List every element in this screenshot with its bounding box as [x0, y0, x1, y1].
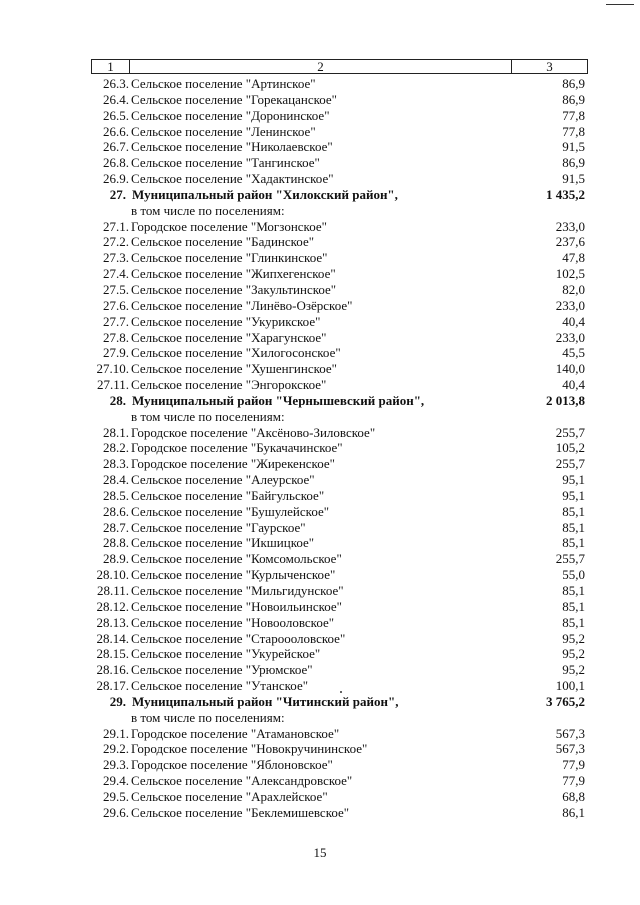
row-name: Сельское поселение "Арахлейское"	[131, 788, 328, 804]
row-number: 26.3.	[103, 76, 129, 91]
row-number: 27.6.	[103, 297, 129, 313]
row-value: 85,1	[562, 598, 585, 614]
district-row	[91, 187, 587, 203]
row-number: 28.12.	[96, 598, 129, 614]
row-number: 26.7.	[103, 139, 129, 155]
row-number: 28.	[109, 392, 126, 408]
settlement-row	[91, 314, 587, 330]
row-number: 28.7.	[103, 519, 129, 535]
row-value: 40,4	[562, 313, 585, 329]
row-number: 27.3.	[103, 250, 129, 266]
row-value: 1 435,2	[546, 186, 585, 202]
row-number: 27.1.	[103, 218, 129, 234]
row-number: 28.17.	[96, 678, 129, 694]
row-name: Муниципальный район "Хилокский район",	[132, 186, 398, 202]
settlement-row	[91, 488, 587, 504]
settlement-row	[91, 583, 587, 599]
settlement-row	[91, 282, 587, 298]
row-name: Городское поселение "Букачачинское"	[131, 440, 343, 456]
page-number: 15	[313, 845, 327, 860]
row-name: Сельское поселение "Николаевское"	[131, 139, 333, 155]
row-value: 91,5	[562, 171, 585, 187]
row-number: 27.2.	[103, 234, 129, 250]
row-name: Сельское поселение "Жипхегенское"	[131, 266, 336, 282]
row-value: 77,9	[562, 773, 585, 789]
row-name: в том числе по поселениям:	[131, 202, 285, 218]
row-value: 233,0	[555, 297, 585, 313]
subheading-row	[91, 409, 587, 425]
district-row	[91, 393, 587, 409]
row-number: 27.	[109, 186, 126, 202]
row-value: 40,4	[562, 377, 585, 393]
settlement-row	[91, 741, 587, 757]
row-value: 91,5	[562, 139, 585, 155]
row-name: Сельское поселение "Бушулейское"	[131, 503, 330, 519]
row-name: Сельское поселение "Мильгидунское"	[131, 583, 344, 598]
row-name: Сельское поселение "Харагунское"	[131, 329, 327, 345]
row-value: 255,7	[555, 551, 585, 567]
row-value: 45,5	[562, 345, 585, 361]
settlement-row	[91, 646, 587, 662]
settlement-row	[91, 361, 587, 377]
row-number: 29.2.	[103, 741, 129, 757]
row-value: 255,7	[555, 456, 585, 472]
subheading-row	[91, 710, 587, 726]
row-name: Сельское поселение "Укурейское"	[131, 646, 321, 662]
row-name: Сельское поселение "Артинское"	[131, 76, 316, 91]
row-number: 28.8.	[103, 535, 129, 551]
row-value: 77,8	[562, 107, 585, 123]
row-name: Сельское поселение "Байгульское"	[131, 487, 325, 503]
row-name: Сельское поселение "Укурикское"	[131, 313, 321, 329]
row-value: 86,9	[562, 76, 585, 91]
row-value: 68,8	[562, 788, 585, 804]
settlement-row	[91, 551, 587, 567]
row-name: Сельское поселение "Алеурское"	[131, 472, 315, 488]
row-number: 28.6.	[103, 503, 129, 519]
row-name: Городское поселение "Жирекенское"	[131, 456, 335, 472]
row-number: 28.5.	[103, 487, 129, 503]
settlement-row	[91, 440, 587, 456]
settlement-row	[91, 773, 587, 789]
row-number: 28.14.	[96, 630, 129, 646]
row-value: 77,8	[562, 123, 585, 139]
row-name: Сельское поселение "Бадинское"	[131, 234, 315, 250]
row-value: 233,0	[555, 329, 585, 345]
row-value: 95,2	[562, 646, 585, 662]
district-row	[91, 694, 587, 710]
settlement-row	[91, 266, 587, 282]
row-number: 28.13.	[96, 614, 129, 630]
row-name: Сельское поселение "Линёво-Озёрское"	[131, 297, 353, 313]
settlement-row	[91, 298, 587, 314]
row-number: 27.9.	[103, 345, 129, 361]
row-number: 27.5.	[103, 281, 129, 297]
row-number: 29.4.	[103, 773, 129, 789]
row-name: Сельское поселение "Комсомольское"	[131, 551, 342, 567]
settlement-list	[91, 76, 587, 821]
row-name: Городское поселение "Новокручининское"	[131, 741, 368, 757]
settlement-row	[91, 805, 587, 821]
settlement-row	[91, 678, 587, 694]
settlement-row	[91, 535, 587, 551]
stray-dot	[340, 691, 342, 693]
row-name: Городское поселение "Аксёново-Зиловское"	[131, 424, 376, 440]
settlement-row	[91, 472, 587, 488]
settlement-row	[91, 631, 587, 647]
settlement-row	[91, 219, 587, 235]
settlement-row	[91, 345, 587, 361]
row-value: 102,5	[555, 266, 585, 282]
row-number: 26.8.	[103, 155, 129, 171]
settlement-row	[91, 139, 587, 155]
row-value: 100,1	[555, 678, 585, 694]
row-value: 47,8	[562, 250, 585, 266]
row-name: в том числе по поселениям:	[131, 709, 285, 725]
settlement-row	[91, 504, 587, 520]
row-value: 2 013,8	[546, 392, 585, 408]
row-number: 28.4.	[103, 472, 129, 488]
row-value: 567,3	[555, 725, 585, 741]
row-name: Сельское поселение "Новоильинское"	[131, 598, 342, 614]
row-number: 27.11.	[96, 377, 129, 393]
row-value: 567,3	[555, 741, 585, 757]
settlement-row	[91, 567, 587, 583]
row-value: 85,1	[562, 503, 585, 519]
settlement-row	[91, 92, 587, 108]
row-number: 28.2.	[103, 440, 129, 456]
settlement-row	[91, 76, 587, 92]
row-number: 26.4.	[103, 91, 129, 107]
row-value: 77,9	[562, 757, 585, 773]
row-value: 85,1	[562, 583, 585, 598]
row-name: Сельское поселение "Тангинское"	[131, 155, 320, 171]
row-number: 27.4.	[103, 266, 129, 282]
row-value: 86,9	[562, 155, 585, 171]
row-value: 105,2	[555, 440, 585, 456]
row-name: Городское поселение "Атамановское"	[131, 725, 340, 741]
row-number: 28.11.	[96, 583, 129, 598]
row-name: в том числе по поселениям:	[131, 408, 285, 424]
row-name: Сельское поселение "Икшицкое"	[131, 535, 315, 551]
row-number: 28.10.	[96, 567, 129, 583]
row-name: Сельское поселение "Глинкинское"	[131, 250, 328, 266]
row-value: 95,1	[562, 472, 585, 488]
row-name: Сельское поселение "Староооловское"	[131, 630, 346, 646]
settlement-row	[91, 377, 587, 393]
settlement-row	[91, 330, 587, 346]
row-name: Сельское поселение "Новооловское"	[131, 614, 335, 630]
row-value: 3 765,2	[546, 693, 585, 709]
settlement-row	[91, 456, 587, 472]
settlement-row	[91, 250, 587, 266]
row-value: 85,1	[562, 535, 585, 551]
row-name: Городское поселение "Могзонское"	[131, 218, 327, 234]
row-name: Сельское поселение "Гаурское"	[131, 519, 306, 535]
row-number: 29.6.	[103, 804, 129, 820]
settlement-row	[91, 171, 587, 187]
row-name: Муниципальный район "Чернышевский район",	[132, 392, 425, 408]
row-name: Сельское поселение "Доронинское"	[131, 107, 330, 123]
row-name: Сельское поселение "Ленинское"	[131, 123, 316, 139]
settlement-row	[91, 155, 587, 171]
settlement-row	[91, 662, 587, 678]
row-value: 85,1	[562, 614, 585, 630]
row-number: 29.1.	[103, 725, 129, 741]
row-name: Сельское поселение "Беклемишевское"	[131, 804, 350, 820]
row-number: 29.5.	[103, 788, 129, 804]
row-name: Сельское поселение "Утанское"	[131, 678, 309, 694]
column-header-2: 2	[130, 60, 512, 74]
row-number: 28.15.	[96, 646, 129, 662]
settlement-row	[91, 599, 587, 615]
row-number: 29.	[109, 693, 126, 709]
row-number: 27.7.	[103, 313, 129, 329]
settlement-row	[91, 726, 587, 742]
row-name: Сельское поселение "Закультинское"	[131, 281, 337, 297]
row-number: 26.6.	[103, 123, 129, 139]
row-name: Сельское поселение "Курлыченское"	[131, 567, 336, 583]
row-name: Сельское поселение "Урюмское"	[131, 662, 313, 678]
settlement-row	[91, 615, 587, 631]
row-name: Городское поселение "Яблоновское"	[131, 757, 333, 773]
row-name: Сельское поселение "Горекацанское"	[131, 91, 337, 107]
row-name: Сельское поселение "Хушенгинское"	[131, 361, 337, 377]
row-value: 233,0	[555, 218, 585, 234]
row-name: Сельское поселение "Хадактинское"	[131, 171, 334, 187]
settlement-row	[91, 520, 587, 536]
row-name: Сельское поселение "Александровское"	[131, 773, 353, 789]
row-number: 28.3.	[103, 456, 129, 472]
settlement-row	[91, 108, 587, 124]
settlement-row	[91, 425, 587, 441]
row-number: 27.8.	[103, 329, 129, 345]
row-value: 55,0	[562, 567, 585, 583]
settlement-row	[91, 789, 587, 805]
column-header-3: 3	[512, 60, 588, 74]
row-number: 27.10.	[96, 361, 129, 377]
row-value: 237,6	[555, 234, 585, 250]
row-value: 95,2	[562, 630, 585, 646]
row-value: 95,1	[562, 487, 585, 503]
row-number: 29.3.	[103, 757, 129, 773]
settlement-row	[91, 124, 587, 140]
row-value: 82,0	[562, 281, 585, 297]
row-value: 95,2	[562, 662, 585, 678]
subheading-row	[91, 203, 587, 219]
column-header-1: 1	[92, 60, 130, 74]
row-name: Сельское поселение "Энгорокское"	[131, 377, 327, 393]
settlement-row	[91, 234, 587, 250]
row-number: 28.9.	[103, 551, 129, 567]
row-value: 255,7	[555, 424, 585, 440]
row-name: Сельское поселение "Хилогосонское"	[131, 345, 341, 361]
settlement-row	[91, 757, 587, 773]
row-number: 28.1.	[103, 424, 129, 440]
row-value: 86,9	[562, 91, 585, 107]
row-number: 28.16.	[96, 662, 129, 678]
column-header-table	[91, 59, 588, 74]
corner-mark	[606, 4, 634, 5]
row-name: Муниципальный район "Читинский район",	[132, 693, 399, 709]
row-number: 26.5.	[103, 107, 129, 123]
row-value: 140,0	[555, 361, 585, 377]
row-value: 86,1	[562, 804, 585, 820]
row-number: 26.9.	[103, 171, 129, 187]
row-value: 85,1	[562, 519, 585, 535]
